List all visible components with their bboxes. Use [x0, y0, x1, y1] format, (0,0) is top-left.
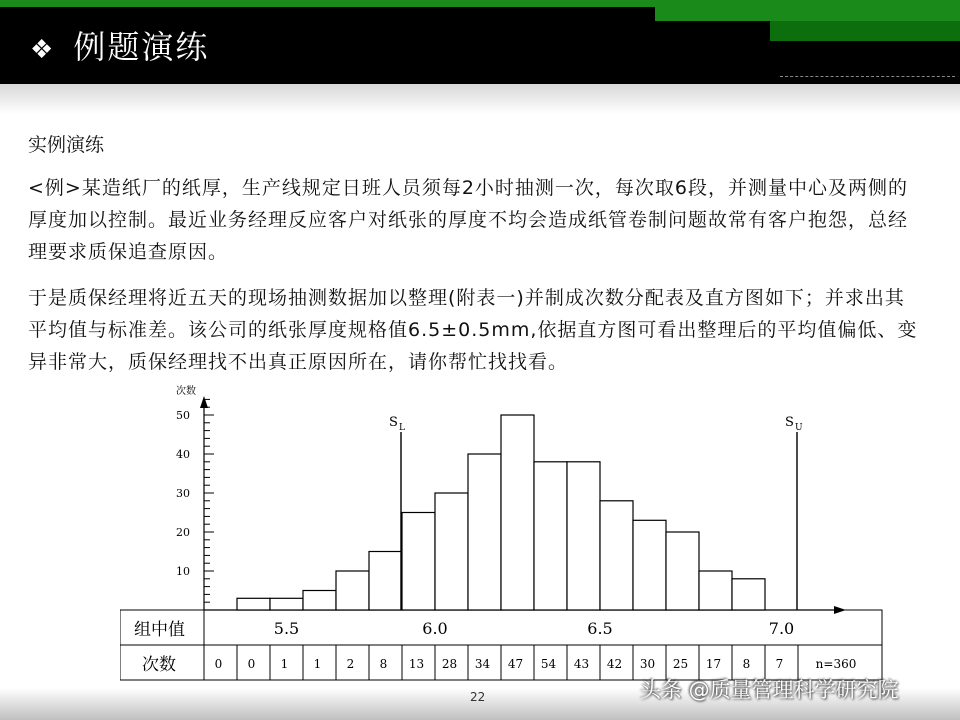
- watermark: 头条 @质量管理科学研究院: [640, 678, 899, 702]
- histogram-bar: [732, 579, 765, 610]
- frequency-value: 30: [639, 657, 656, 671]
- histogram-bar: [336, 571, 369, 610]
- spec-limit-sub: L: [399, 423, 405, 433]
- title-divider: [780, 76, 955, 77]
- midpoint-label: 7.0: [768, 619, 795, 638]
- histogram-bar: [435, 493, 468, 610]
- row-label-midpoint: 组中值: [134, 620, 185, 640]
- frequency-value: 17: [705, 657, 722, 671]
- section-subtitle: 实例演练: [28, 134, 105, 156]
- page-number: 22: [470, 690, 486, 704]
- histogram-bar: [600, 501, 633, 610]
- midpoint-label: 6.0: [422, 619, 448, 638]
- title-bar-accent: [655, 7, 960, 21]
- histogram-bar: [534, 462, 567, 610]
- slide-title: [30, 22, 209, 68]
- frequency-value: 25: [672, 657, 689, 671]
- spec-limit-label: S: [389, 415, 398, 430]
- histogram-chart: [120, 380, 900, 685]
- frequency-value: 43: [573, 657, 590, 671]
- frequency-value: 0: [247, 657, 256, 671]
- y-tick-label: 30: [176, 487, 190, 500]
- midpoint-label: 6.5: [587, 619, 613, 638]
- histogram-bar: [270, 598, 303, 610]
- y-tick-label: 10: [176, 565, 190, 578]
- row-label-frequency: 次数: [142, 655, 176, 675]
- y-axis-arrow: [200, 396, 208, 408]
- frequency-value: 8: [379, 657, 388, 671]
- histogram-bar: [501, 415, 534, 610]
- title-bar-accent: [770, 21, 960, 41]
- frequency-value: 7: [775, 657, 784, 671]
- y-axis-title: 次数: [176, 386, 196, 397]
- y-tick-label: 40: [176, 448, 190, 461]
- frequency-value: 47: [507, 657, 524, 671]
- frequency-value: 42: [606, 657, 623, 671]
- histogram-bar: [303, 591, 336, 611]
- slide-title-text: 例题演练: [73, 28, 210, 66]
- y-tick-label: 50: [176, 409, 190, 422]
- analysis-paragraph: 于是质保经理将近五天的现场抽测数据加以整理(附表一)并制成次数分配表及直方图如下；并求出其平均值与标准差。该公司的纸张厚度规格值6.5±0.5mm,依据直方图可看出整理后的平均值偏低、变异非常大，质保经理找不出真正原因所在，请你帮忙找找看。: [28, 287, 918, 373]
- total-count: n=360: [815, 657, 857, 671]
- frequency-value: 1: [280, 657, 289, 671]
- histogram-bar: [633, 520, 666, 610]
- histogram-bar: [666, 532, 699, 610]
- frequency-value: 13: [408, 657, 425, 671]
- frequency-value: 8: [742, 657, 751, 671]
- frequency-value: 2: [346, 657, 355, 671]
- midpoint-label: 5.5: [273, 619, 300, 638]
- histogram-bar: [468, 454, 501, 610]
- histogram-bar: [567, 462, 600, 610]
- frequency-value: 28: [441, 657, 458, 671]
- title-bar-accent: [0, 0, 960, 7]
- histogram-bar: [237, 598, 270, 610]
- histogram-bar: [699, 571, 732, 610]
- histogram-bar: [369, 552, 402, 611]
- problem-paragraph: <例>某造纸厂的纸厚，生产线规定日班人员须每2小时抽测一次，每次取6段，并测量中心及两侧的厚度加以控制。最近业务经理反应客户对纸张的厚度不均会造成纸管卷制问题故常有客户抱怨，总经理要求质保追查原因。: [28, 177, 909, 263]
- frequency-value: 0: [214, 657, 223, 671]
- diamond-bullet-icon: ❖: [30, 35, 56, 65]
- frequency-value: 34: [474, 657, 491, 671]
- frequency-value: 1: [313, 657, 322, 671]
- histogram-bar: [402, 513, 435, 611]
- header-shadow: [0, 84, 960, 114]
- spec-limit-label: S: [785, 415, 794, 430]
- spec-limit-sub: U: [795, 423, 803, 433]
- frequency-value: 54: [540, 657, 557, 671]
- y-tick-label: 20: [176, 526, 190, 539]
